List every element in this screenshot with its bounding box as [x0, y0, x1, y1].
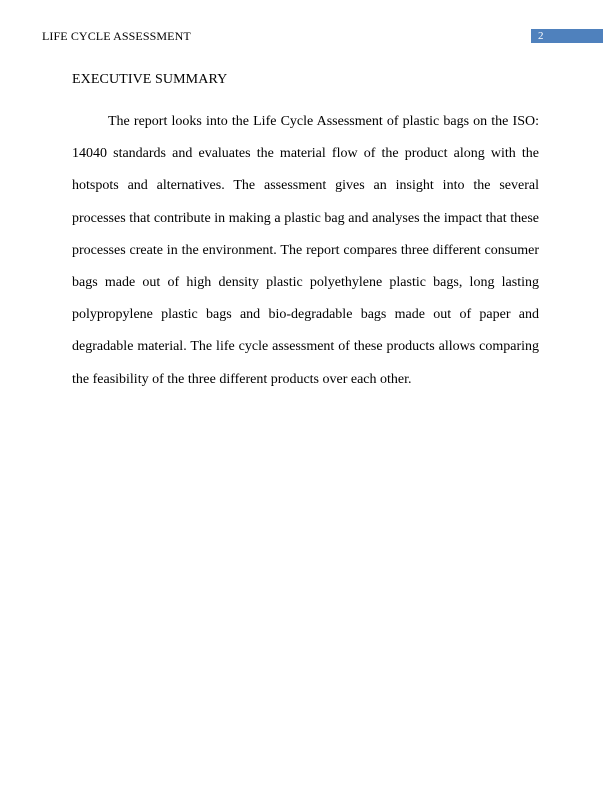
page-number: 2	[531, 29, 603, 43]
section-heading: EXECUTIVE SUMMARY	[72, 72, 228, 87]
running-head: LIFE CYCLE ASSESSMENT	[42, 29, 191, 43]
body-paragraph: The report looks into the Life Cycle Assessment of plastic bags on the ISO: 14040 standards and evaluates the material flow of the product along with the hotspots and alternatives. The assessment gives an insight into the several processes that contribute in making a plastic bag and analyses the impact that these processes create in the environment. The report compares three different consumer bags made out of high density plastic polyethylene plastic bags, long lasting polypropylene plastic bags and bio-degradable bags made out of paper and degradable material. The life cycle assessment of these products allows comparing the feasibility of the three different products over each other.	[72, 114, 539, 387]
